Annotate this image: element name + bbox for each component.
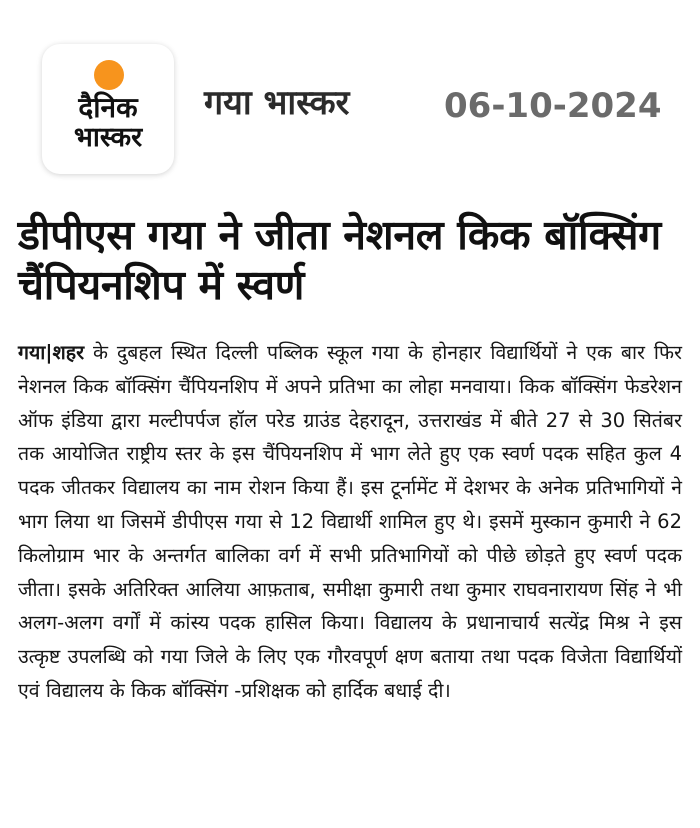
sun-icon <box>94 60 124 90</box>
dainik-bhaskar-logo <box>42 44 174 174</box>
edition-date: 06-10-2024 <box>444 86 662 126</box>
article-body <box>18 336 682 708</box>
edition-name: गया भास्कर <box>204 83 350 123</box>
article-headline: डीपीएस गया ने जीता नेशनल किक बॉक्सिंग चैंपियनशिप में स्वर्ण <box>18 211 661 309</box>
article-dateline: गया|शहर <box>18 341 85 364</box>
article-body-text: के दुबहल स्थित दिल्ली पब्लिक स्कूल गया के होनहार विद्यार्थियों ने एक बार फिर नेशनल किक बॉक्सिंग चैंपियनशिप में अपने प्रतिभा का लोहा मनवाया। किक बॉक्सिंग फेडरेशन ऑफ इंडिया द्वारा मल्टीपर्पज हॉल परेड ग्राउंड देहरादून, उत्तराखंड में बीते 27 से 30 सितंबर तक आयोजित राष्ट्रीय स्तर के इस चैंपियनशिप में भाग लेते हुए एक स्वर्ण पदक सहित कुल 4 पदक जीतकर विद्यालय का नाम रोशन किया हैं। इस टूर्नामेंट में देशभर के अनेक प्रतिभागियों ने भाग लिया था जिसमें डीपीएस गया से 12 विद्यार्थी शामिल हुए थे। इसमें मुस्कान कुमारी ने 62 किलोग्राम भार के अन्तर्गत बालिका वर्ग में सभी प्रतिभागियों को पीछे छोड़ते हुए स्वर्ण पदक जीता। इसके अतिरिक्त आलिया आफ़ताब, समीक्षा कुमारी तथा कुमार राघवनारायण सिंह ने भी अलग-अलग वर्गों में कांस्य पदक हासिल किया। विद्यालय के प्रधानाचार्य सत्येंद्र मिश्र ने इस उत्कृष्ट उपलब्धि को गया जिले के लिए एक गौरवपूर्ण क्षण बताया तथा पदक विजेता विद्यार्थियों एवं विद्यालय के किक बॉक्सिंग -प्रशिक्षक को हार्दिक बधाई दी। <box>18 341 682 702</box>
page-header <box>0 0 700 190</box>
logo-word-bhaskar: भास्कर <box>73 122 143 153</box>
news-article <box>18 210 682 708</box>
logo-word-dainik: दैनिक <box>78 91 138 124</box>
